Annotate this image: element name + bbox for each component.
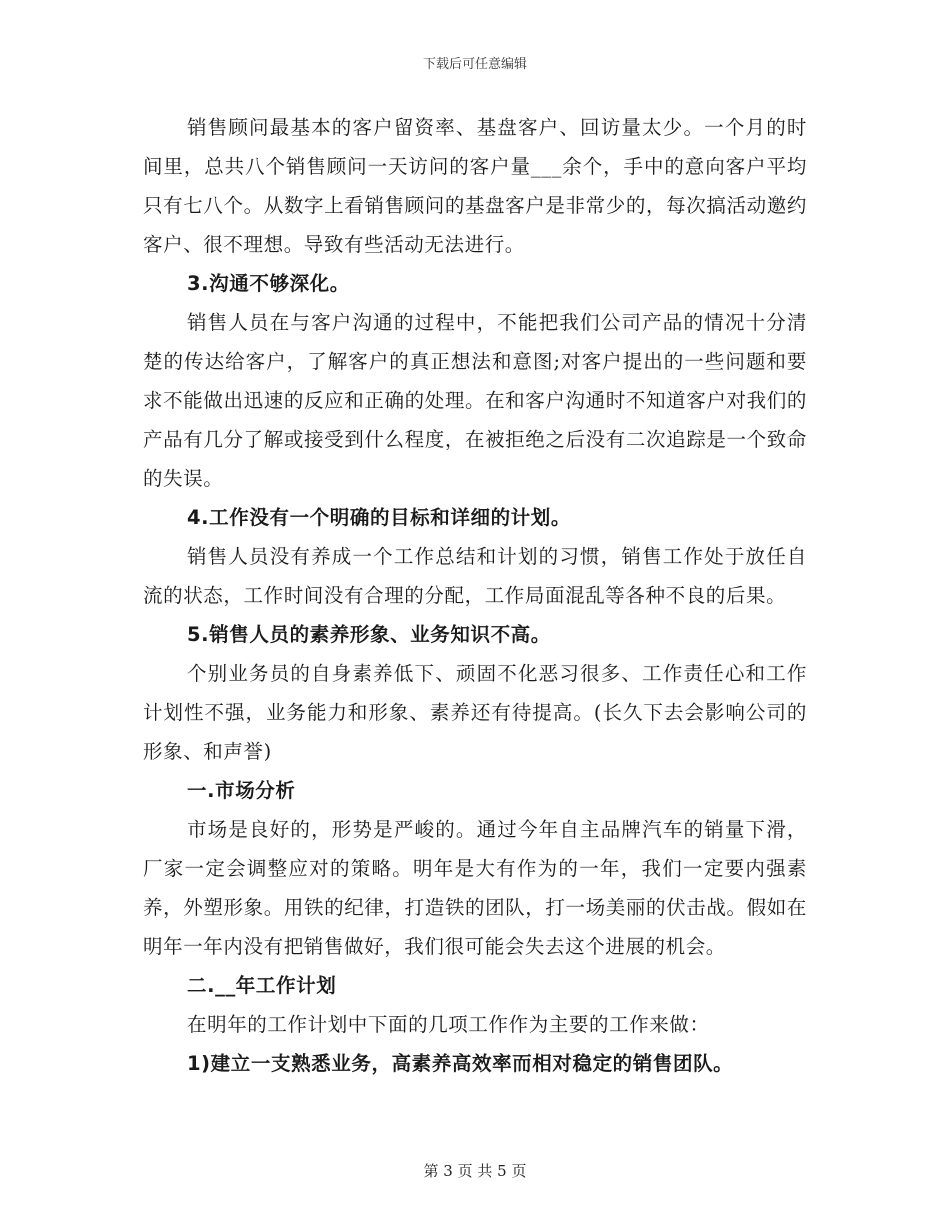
heading-market-analysis: 一.市场分析 bbox=[187, 779, 296, 802]
paragraph-communication: 销售人员在与客户沟通的过程中，不能把我们公司产品的情况十分清楚的传达给客户，了解客户的真正想法和意图;对客户提出的一些问题和要求不能做出迅速的反应和正确的处理。在和客户沟通时不知道客户对我们的产品有几分了解或接受到什么程度，在被拒绝之后没有二次追踪是一个致命的失误。 bbox=[143, 311, 807, 490]
heading-sales-quality: 5.销售人员的素养形象、业务知识不高。 bbox=[187, 623, 551, 646]
paragraph-customer-retention: 销售顾问最基本的客户留资率、基盘客户、回访量太少。一个月的时间里，总共八个销售顾问一天访问的客户量___余个，手中的意向客户平均只有七八个。从数字上看销售顾问的基盘客户是非常少的，每次搞活动邀约客户、很不理想。导致有些活动无法进行。 bbox=[143, 116, 807, 256]
paragraph-annual-plan: 在明年的工作计划中下面的几项工作作为主要的工作来做： bbox=[187, 1013, 710, 1036]
heading-annual-plan: 二.__年工作计划 bbox=[187, 974, 337, 997]
document-body bbox=[143, 108, 807, 1083]
page-number: 第 3 页 共 5 页 bbox=[423, 1162, 527, 1180]
heading-plan-item-1: 1)建立一支熟悉业务，高素养高效率而相对稳定的销售团队。 bbox=[187, 1052, 734, 1075]
heading-communication: 3.沟通不够深化。 bbox=[187, 272, 350, 295]
paragraph-work-plan-goal: 销售人员没有养成一个工作总结和计划的习惯，销售工作处于放任自流的状态，工作时间没有合理的分配，工作局面混乱等各种不良的后果。 bbox=[143, 545, 807, 607]
paragraph-market-analysis: 市场是良好的，形势是严峻的。通过今年自主品牌汽车的销量下滑，厂家一定会调整应对的策略。明年是大有作为的一年，我们一定要内强素养，外塑形象。用铁的纪律，打造铁的团队，打一场美丽的伏击战。假如在明年一年内没有把销售做好，我们很可能会失去这个进展的机会。 bbox=[143, 818, 807, 958]
paragraph-sales-quality: 个别业务员的自身素养低下、顽固不化恶习很多、工作责任心和工作计划性不强，业务能力和形象、素养还有待提高。(长久下去会影响公司的形象、和声誉) bbox=[143, 662, 807, 763]
heading-work-plan-goal: 4.工作没有一个明确的目标和详细的计划。 bbox=[187, 506, 571, 529]
page-header-note: 下载后可任意编辑 bbox=[422, 57, 527, 72]
